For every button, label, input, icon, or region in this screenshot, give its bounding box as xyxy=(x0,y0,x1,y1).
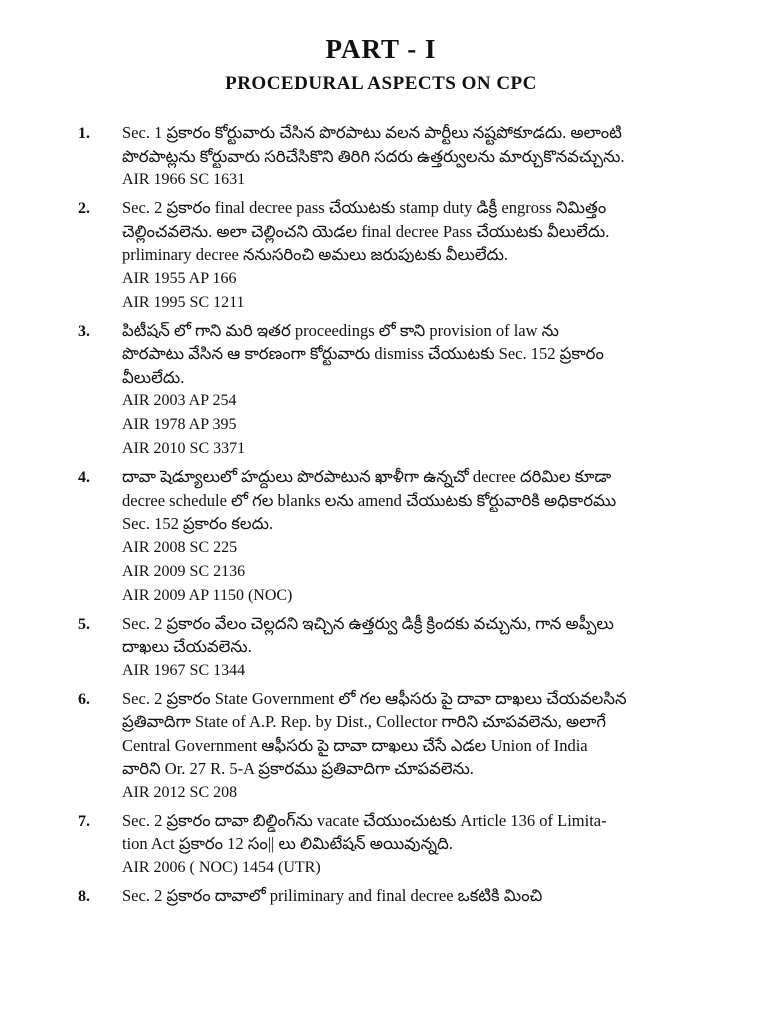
item-number: 5. xyxy=(78,615,90,633)
section-subtitle: PROCEDURAL ASPECTS ON CPC xyxy=(225,73,537,94)
list-item xyxy=(78,809,684,880)
item-text-line: Sec. 2 ప్రకారం final decree pass చేయుటకు stamp duty డిక్రీ engross నిమిత్తం xyxy=(122,198,607,217)
citation: AIR 1967 SC 1344 xyxy=(122,661,246,679)
list-item xyxy=(78,196,684,315)
item-content xyxy=(122,884,684,908)
item-content xyxy=(122,121,684,192)
item-content xyxy=(122,809,684,880)
citation: AIR 2008 SC 225 xyxy=(122,538,238,556)
list-item xyxy=(78,465,684,608)
list-item xyxy=(78,121,684,192)
citation: AIR 2009 AP 1150 (NOC) xyxy=(122,586,293,604)
item-number: 8. xyxy=(78,887,90,905)
item-text-line: వారిని Or. 27 R. 5-A ప్రకారము ప్రతివాదిగా చూపవలెను. xyxy=(122,759,474,778)
item-text-line: Sec. 2 ప్రకారం దావాలో priliminary and final decree ఒకటికి మించి xyxy=(122,885,543,905)
item-text-line: చెల్లించవలెను. అలా చెల్లించని యెడల final decree Pass చేయుటకు వీలులేదు. xyxy=(122,221,610,241)
citation: AIR 2012 SC 208 xyxy=(122,783,238,801)
item-number: 2. xyxy=(78,200,90,217)
item-number: 7. xyxy=(78,812,90,830)
item-list xyxy=(78,121,684,908)
list-item xyxy=(78,884,684,908)
item-content xyxy=(122,319,684,462)
item-text-line: పిటీషన్ లో గాని మరి ఇతర proceedings లో కాని provision of law ను xyxy=(122,320,559,340)
item-text-line: పొరపాటు వేసిన ఆ కారణంగా కోర్టువారు dismiss చేయుటకు Sec. 152 ప్రకారం xyxy=(122,344,604,363)
list-item xyxy=(78,687,684,805)
item-content xyxy=(122,465,684,608)
item-text-line: prliminary decree ననుసరించి అమలు జరుపుటకు వీలులేదు. xyxy=(122,245,509,264)
list-item xyxy=(78,319,684,462)
item-text-line: Central Government ఆఫీసరు పై దావా దాఖలు చేసే ఎడల Union of India xyxy=(122,735,588,755)
part-title: PART - I xyxy=(325,34,437,64)
item-text-line: Sec. 2 ప్రకారం దావా బిల్డింగ్‌ను vacate చేయుంచుటకు Article 136 of Limita- xyxy=(122,810,607,830)
item-text-line: tion Act ప్రకారం 12 సం|| లు లిమిటేషన్ అయివున్నది. xyxy=(122,834,453,853)
item-number: 4. xyxy=(78,469,90,486)
item-text-line: వీలులేదు. xyxy=(122,367,185,387)
item-number: 1. xyxy=(78,125,90,142)
item-number: 3. xyxy=(78,322,90,340)
citation: AIR 1966 SC 1631 xyxy=(122,171,246,188)
item-text-line: decree schedule లో గల blanks లను amend చేయుటకు కోర్టువారికి అధికారము xyxy=(122,490,617,510)
item-text-line: Sec. 152 ప్రకారం కలదు. xyxy=(122,514,274,533)
citation: AIR 2003 AP 254 xyxy=(122,392,237,409)
item-content xyxy=(122,196,684,315)
item-number: 6. xyxy=(78,690,90,708)
citation: AIR 1955 AP 166 xyxy=(122,269,237,287)
item-text-line: ప్రతివాదిగా State of A.P. Rep. by Dist., Collector గారిని చూపవలెను, అలాగే xyxy=(122,712,607,731)
citation: AIR 2009 SC 2136 xyxy=(122,562,246,580)
item-text-line: పొరపాట్లను కోర్టువారు సరిచేసికొని తిరిగి సదరు ఉత్తర్వులను మార్చుకొనవచ్చును. xyxy=(122,146,625,166)
item-content xyxy=(122,687,684,805)
citation: AIR 2010 SC 3371 xyxy=(122,440,246,457)
item-text-line: Sec. 1 ప్రకారం కోర్టువారు చేసిన పొరపాటు వలన పార్టీలు నష్టపోకూడదు. అలాంటి xyxy=(122,123,622,142)
citation: AIR 1995 SC 1211 xyxy=(122,293,245,311)
list-item xyxy=(78,612,684,683)
citation: AIR 1978 AP 395 xyxy=(122,416,237,433)
item-text-line: Sec. 2 ప్రకారం State Government లో గల ఆఫీసరు పై దావా దాఖలు చేయవలసిన xyxy=(122,688,627,708)
citation: AIR 2006 ( NOC) 1454 (UTR) xyxy=(122,858,321,876)
item-text-line: దాఖలు చేయవలెను. xyxy=(122,637,252,656)
item-text-line: దావా షెడ్యూలులో హద్దులు పొరపాటున ఖాళీగా ఉన్నచో decree దరిమిల కూడా xyxy=(122,467,612,486)
item-content xyxy=(122,612,684,683)
item-text-line: Sec. 2 ప్రకారం వేలం చెల్లదని ఇచ్చిన ఉత్తర్వు డిక్రీ క్రిందకు వచ్చును, గాన అప్పీలు xyxy=(122,613,614,633)
